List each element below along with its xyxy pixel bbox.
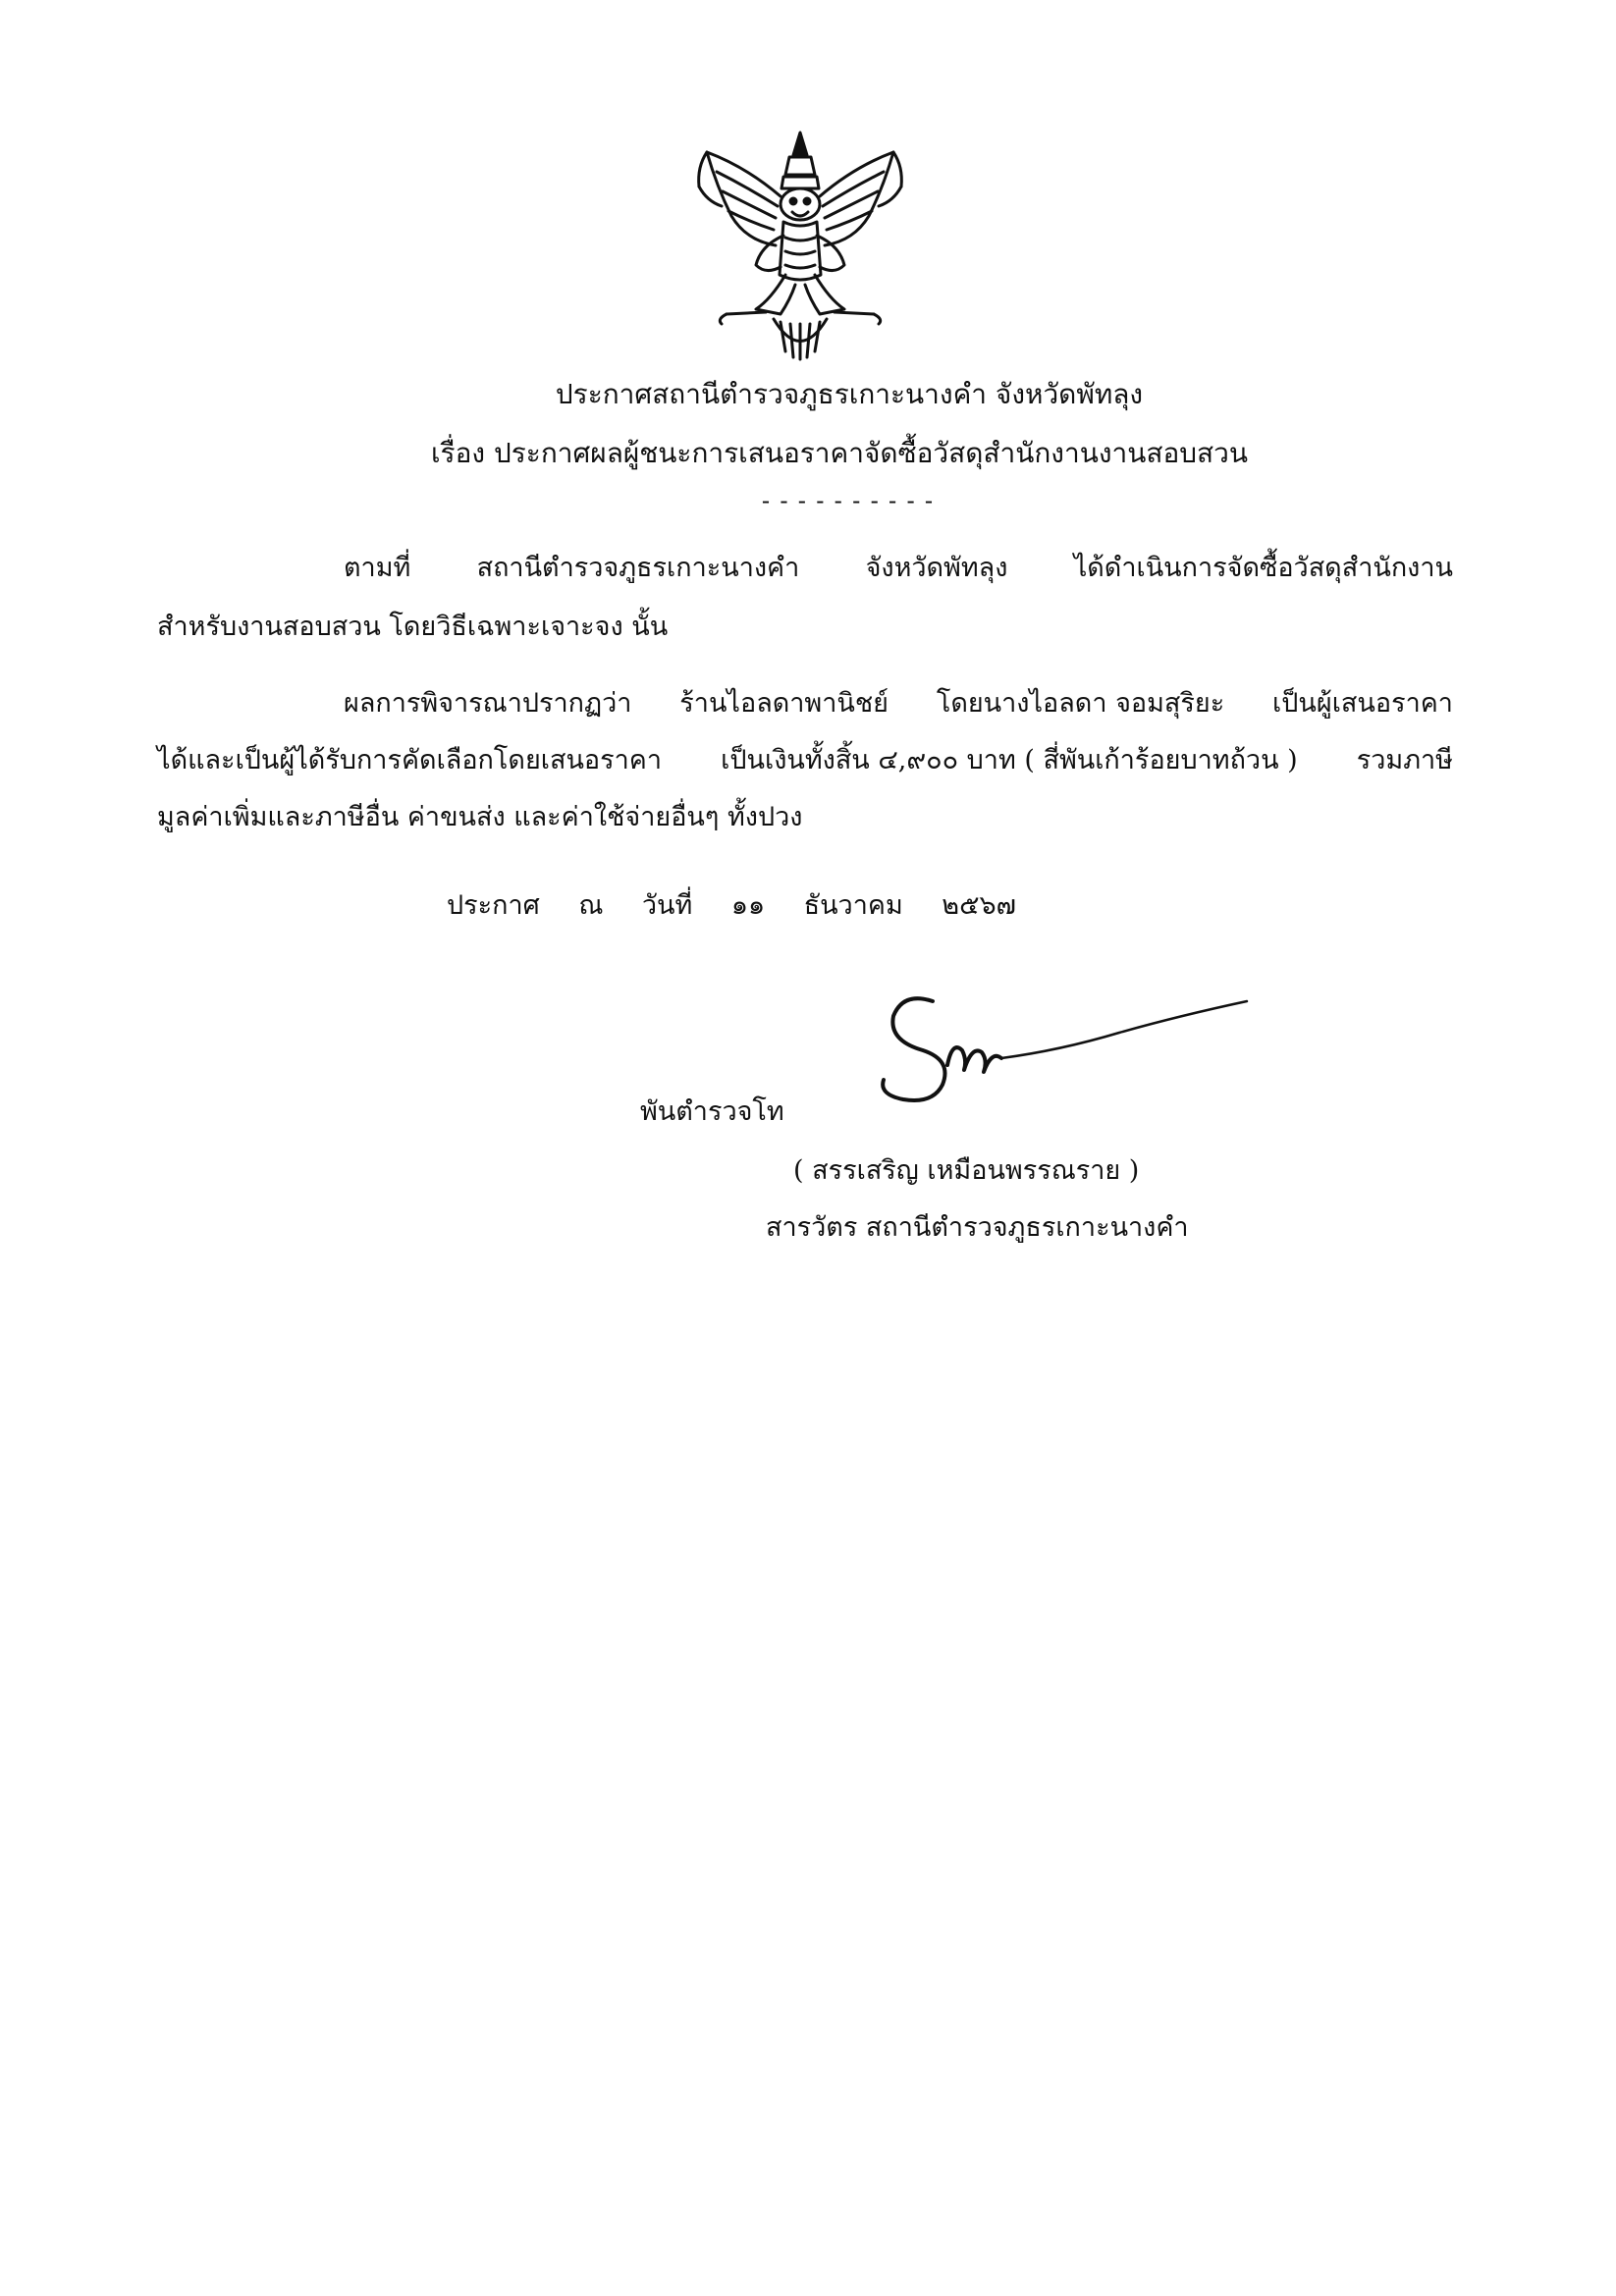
garuda-emblem-icon [687,128,913,363]
paragraph-2-line-3: มูลค่าเพิ่มและภาษีอื่น ค่าขนส่ง และค่าใช้จ่ายอื่นๆ ทั้งปวง [157,802,803,832]
text-segment: ผลการพิจารณาปรากฏว่า [344,688,632,719]
text-segment: ตามที่ [344,553,411,583]
announcement-date [447,883,1016,926]
separator-line: ---------- [758,487,941,514]
signer-rank: พันตำรวจโท [640,1096,784,1127]
text-segment: รวมภาษี [1356,745,1453,775]
date-segment: วันที่ [641,890,693,921]
date-segment: ๑๑ [730,890,766,921]
text-segment: สถานีตำรวจภูธรเกาะนางคำ [476,553,800,583]
text-segment: โดยนางไอลดา จอมสุริยะ [936,688,1225,719]
signer-position: สารวัตร สถานีตำรวจภูธรเกาะนางคำ [766,1212,1189,1243]
announcement-title: ประกาศสถานีตำรวจภูธรเกาะนางคำ จังหวัดพัทลุง [555,378,1144,410]
text-segment: ได้และเป็นผู้ได้รับการคัดเลือกโดยเสนอราคา [157,745,663,775]
text-segment: จังหวัดพัทลุง [865,553,1008,583]
announcement-subject: เรื่อง ประกาศผลผู้ชนะการเสนอราคาจัดซื้อวัสดุสำนักงานงานสอบสวน [430,437,1248,469]
text-segment: ร้านไอลดาพานิชย์ [679,688,889,719]
text-segment: เป็นเงินทั้งสิ้น ๔,๙๐๐ บาท ( สี่พันเก้าร้อยบาทถ้วน ) [721,745,1298,775]
date-segment: ๒๕๖๗ [942,890,1016,921]
paragraph-1-line-1 [344,546,1453,588]
paragraph-2-line-1 [344,681,1453,723]
date-segment: ณ [578,890,604,921]
paragraph-2-line-2 [157,738,1453,780]
paragraph-1-line-2: สำหรับงานสอบสวน โดยวิธีเฉพาะเจาะจง นั้น [157,612,669,642]
date-segment: ธันวาคม [803,890,903,921]
text-segment: เป็นผู้เสนอราคา [1272,688,1453,719]
signer-name: ( สรรเสริญ เหมือนพรรณราย ) [793,1155,1140,1186]
handwritten-signature-icon [864,972,1257,1119]
date-segment: ประกาศ [447,890,540,921]
text-segment: ได้ดำเนินการจัดซื้อวัสดุสำนักงาน [1073,553,1453,583]
